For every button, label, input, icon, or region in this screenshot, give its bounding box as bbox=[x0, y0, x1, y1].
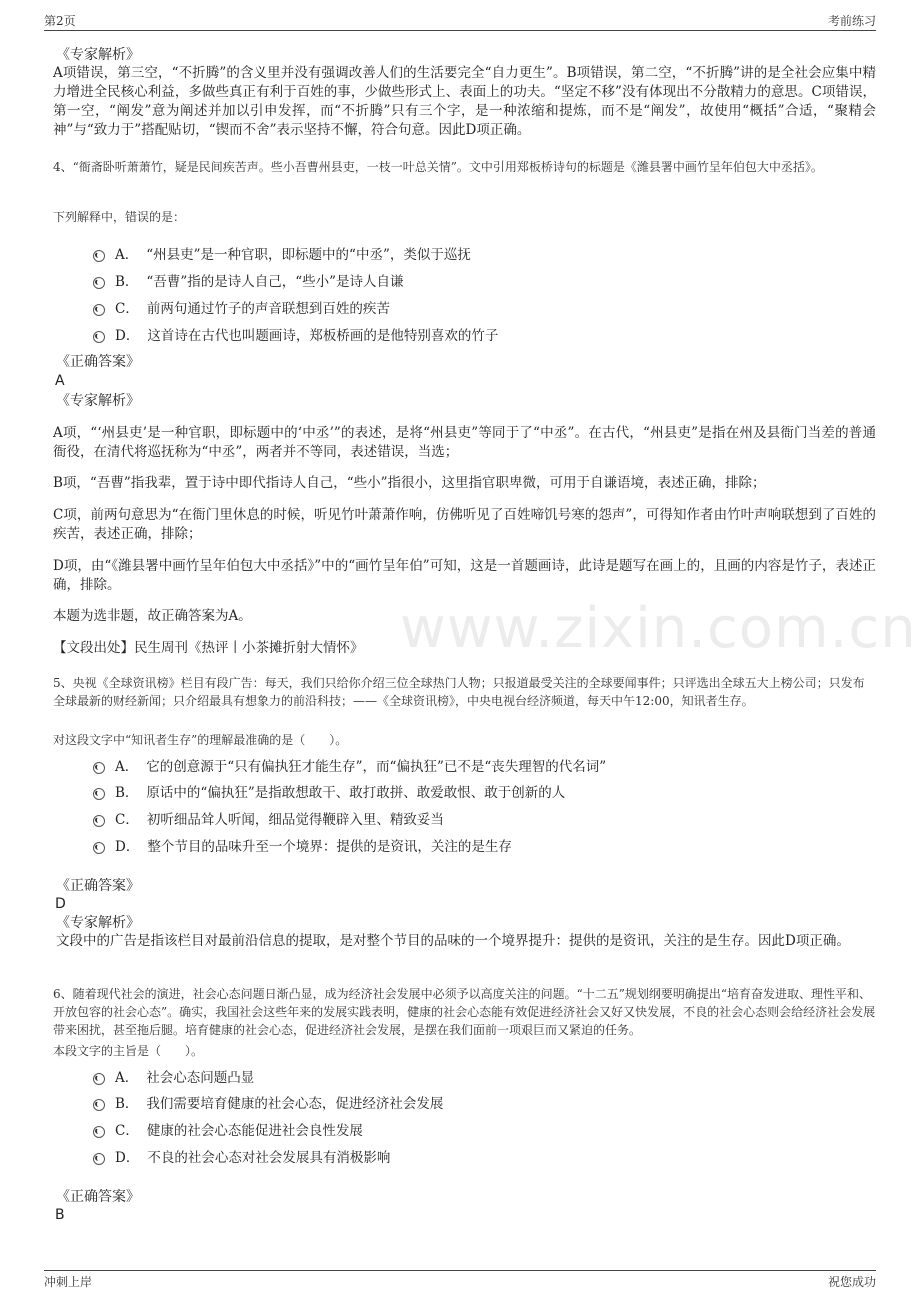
radio-icon[interactable] bbox=[93, 842, 105, 854]
q6-answer-label: 《正确答案》 bbox=[56, 1189, 140, 1205]
q4-answer: A bbox=[55, 373, 65, 389]
q5-option-c[interactable] bbox=[93, 808, 444, 828]
option-key: C． bbox=[115, 1123, 139, 1139]
option-text: 初听细品耸人听闻，细品觉得鞭辟入里、精致妥当 bbox=[146, 812, 444, 828]
q5-prompt: 对这段文字中“知讯者生存”的理解最准确的是（ ）。 bbox=[53, 733, 348, 747]
radio-icon[interactable] bbox=[93, 762, 105, 774]
radio-icon[interactable] bbox=[93, 1126, 105, 1138]
q4-option-a[interactable] bbox=[93, 243, 471, 263]
q6-option-b[interactable] bbox=[93, 1092, 443, 1112]
q6-prompt: 本段文字的主旨是（ ）。 bbox=[53, 1044, 204, 1058]
watermark: www.zixin.com.cn bbox=[400, 596, 917, 661]
option-text: 不良的社会心态对社会发展具有消极影响 bbox=[147, 1150, 391, 1166]
header-title: 考前练习 bbox=[827, 14, 876, 28]
q5-answer: D bbox=[55, 896, 66, 912]
option-text: 社会心态问题凸显 bbox=[146, 1070, 255, 1086]
q4-analysis-para-d: D项，由“《潍县署中画竹呈年伯包大中丞括》”中的“画竹呈年伯”可知，这是一首题画诗，此诗是题写在画上的，且画的内容是竹子，表述正确，排除。 bbox=[53, 558, 876, 593]
q5-answer-label: 《正确答案》 bbox=[56, 878, 140, 894]
q6-option-c[interactable] bbox=[93, 1119, 363, 1139]
q5-stem: 5、央视《全球资讯榜》栏目有段广告：每天，我们只给你介绍三位全球热门人物；只报道最受关注的全球要闻事件；只评选出全球五大上榜公司；只发布全球最新的财经新闻；只介绍最具有想象力的前沿科技；——《全球资讯榜》，中央电视台经济频道，每天中午12:00，知讯者生存。 bbox=[53, 676, 865, 708]
q4-source: 【文段出处】民生周刊《热评丨小茶摊折射大情怀》 bbox=[53, 640, 364, 656]
option-key: D． bbox=[115, 839, 140, 855]
q4-analysis-label: 《专家解析》 bbox=[56, 393, 140, 409]
q5-option-a[interactable] bbox=[93, 755, 606, 775]
option-text: 健康的社会心态能促进社会良性发展 bbox=[146, 1123, 363, 1139]
q4-analysis-para-c: C项，前两句意思为“在衙门里休息的时候，听见竹叶萧萧作响，仿佛听见了百姓啼饥号寒的怨声”，可得知作者由竹叶声响联想到了百姓的疾苦，表述正确，排除； bbox=[53, 507, 876, 542]
radio-icon[interactable] bbox=[93, 1153, 105, 1165]
q5-analysis-label: 《专家解析》 bbox=[56, 915, 140, 931]
option-key: A． bbox=[115, 247, 139, 263]
option-text: 整个节目的品味升至一个境界：提供的是资讯，关注的是生存 bbox=[147, 839, 512, 855]
q4-analysis-para-b: B项，“吾曹”指我辈，置于诗中即代指诗人自己，“些小”指很小，这里指官职卑微，可用于自谦语境，表述正确，排除； bbox=[53, 475, 766, 491]
option-text: “吾曹”指的是诗人自己，“些小”是诗人自谦 bbox=[146, 274, 404, 290]
q5-analysis-text: 文段中的广告是指该栏目对最前沿信息的提取，是对整个节目的品味的一个境界提升：提供的是资讯，关注的是生存。因此D项正确。 bbox=[56, 933, 850, 949]
option-text: 我们需要培育健康的社会心态，促进经济社会发展 bbox=[146, 1096, 444, 1112]
radio-icon[interactable] bbox=[93, 277, 105, 289]
q4-analysis-para-a: A项，“‘州县吏’是一种官职，即标题中的‘中丞’”的表述，是将“州县吏”等同于了“中丞”。在古代，“州县吏”是指在州及县衙门当差的普通衙役，在清代将巡抚称为“中丞”，两者并不等同，表述错误，当选； bbox=[53, 425, 876, 460]
option-key: A． bbox=[115, 1070, 139, 1086]
option-key: B． bbox=[115, 785, 139, 801]
radio-icon[interactable] bbox=[93, 304, 105, 316]
radio-icon[interactable] bbox=[93, 250, 105, 262]
q4-option-b[interactable] bbox=[93, 270, 404, 290]
q4-prompt: 下列解释中，错误的是： bbox=[53, 210, 186, 224]
option-text: 前两句通过竹子的声音联想到百姓的疾苦 bbox=[146, 301, 390, 317]
option-key: B． bbox=[115, 274, 139, 290]
q6-option-a[interactable] bbox=[93, 1066, 254, 1086]
q3-analysis-label: 《专家解析》 bbox=[56, 47, 140, 63]
radio-icon[interactable] bbox=[93, 815, 105, 827]
q6-option-d[interactable] bbox=[93, 1146, 390, 1166]
option-text: 这首诗在古代也叫题画诗，郑板桥画的是他特别喜欢的竹子 bbox=[147, 328, 499, 344]
q4-option-d[interactable] bbox=[93, 324, 498, 344]
option-key: C． bbox=[115, 812, 139, 828]
radio-icon[interactable] bbox=[93, 1073, 105, 1085]
option-key: A． bbox=[115, 759, 139, 775]
q5-option-b[interactable] bbox=[93, 781, 565, 801]
q4-conclusion: 本题为选非题，故正确答案为A。 bbox=[53, 608, 252, 624]
option-key: C． bbox=[115, 301, 139, 317]
q4-stem: 4、“衙斋卧听萧萧竹，疑是民间疾苦声。些小吾曹州县吏，一枝一叶总关情”。文中引用郑板桥诗句的标题是《潍县署中画竹呈年伯包大中丞括》。 bbox=[53, 160, 823, 174]
page-header bbox=[44, 12, 876, 31]
q5-option-d[interactable] bbox=[93, 835, 512, 855]
radio-icon[interactable] bbox=[93, 788, 105, 800]
q3-analysis-text: A项错误，第三空，“不折腾”的含义里并没有强调改善人们的生活要完全“自力更生”。B项错误，第二空，“不折腾”讲的是全社会应集中精力增进全民核心利益，多做些真正有利于百姓的事，少做些形式上、表面上的功夫。“坚定不移”没有体现出不分散精力的意思。C项错误，第一空，“阐发”意为阐述并加以引申发挥，而“不折腾”只有三个字，是一种浓缩和提炼，而不是“阐发”，故使用“概括”合适，“聚精会神”与“致力于”搭配贴切，“锲而不舍”表示坚持不懈，符合句意。因此D项正确。 bbox=[53, 65, 876, 138]
option-text: “州县吏”是一种官职，即标题中的“中丞”，类似于巡抚 bbox=[146, 247, 471, 263]
footer-right: 祝您成功 bbox=[827, 1275, 876, 1289]
page-footer bbox=[44, 1270, 876, 1291]
q4-option-c[interactable] bbox=[93, 297, 390, 317]
option-key: D． bbox=[115, 328, 140, 344]
option-text: 原话中的“偏执狂”是指敢想敢干、敢打敢拼、敢爱敢恨、敢于创新的人 bbox=[146, 785, 566, 801]
radio-icon[interactable] bbox=[93, 331, 105, 343]
option-key: B． bbox=[115, 1096, 139, 1112]
q6-answer: B bbox=[55, 1207, 65, 1223]
q6-stem: 6、随着现代社会的演进，社会心态问题日渐凸显，成为经济社会发展中必须予以高度关注的问题。“十二五”规划纲要明确提出“培育奋发进取、理性平和、开放包容的社会心态”。确实，我国社会这些年来的发展实践表明，健康的社会心态能有效促进经济社会又好又快发展，不良的社会心态则会给经济社会发展带来困扰，甚至拖后腿。培育健康的社会心态，促进经济社会发展，是摆在我们面前一项艰巨而又紧迫的任务。 bbox=[53, 987, 876, 1037]
option-text: 它的创意源于“只有偏执狂才能生存”，而“偏执狂”已不是“丧失理智的代名词” bbox=[146, 759, 607, 775]
footer-left: 冲刺上岸 bbox=[44, 1275, 93, 1289]
page-number: 第2页 bbox=[44, 14, 76, 28]
q4-answer-label: 《正确答案》 bbox=[56, 354, 140, 370]
option-key: D． bbox=[115, 1150, 140, 1166]
radio-icon[interactable] bbox=[93, 1099, 105, 1111]
